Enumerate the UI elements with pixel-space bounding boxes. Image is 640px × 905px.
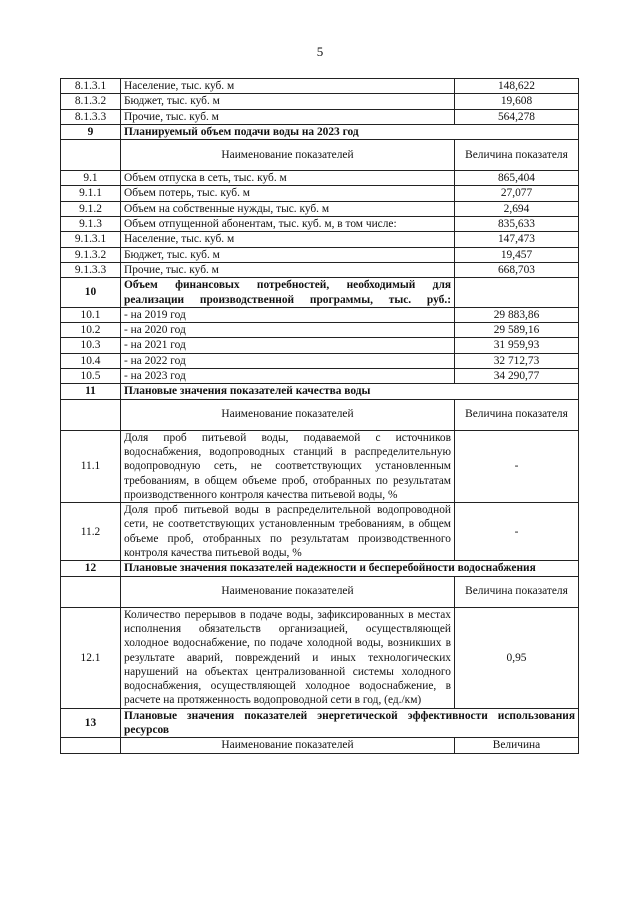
row-value: 34 290,77 [455, 369, 579, 384]
row-name: - на 2020 год [121, 323, 455, 338]
row-number: 8.1.3.3 [61, 109, 121, 124]
row-name: Бюджет, тыс. куб. м [121, 247, 455, 262]
row-value: 27,077 [455, 186, 579, 201]
page-number: 5 [316, 44, 324, 59]
section-number: 12 [61, 561, 121, 576]
row-number: 10.1 [61, 307, 121, 322]
table-row [61, 338, 579, 353]
table-row [61, 94, 579, 109]
section-number: 9 [61, 124, 121, 139]
section-title: Объем финансовых потребностей, необходимый для реализации производственной программы, тыс. руб.: [121, 278, 455, 308]
table-row [61, 247, 579, 262]
table-row [61, 79, 579, 94]
row-value: 865,404 [455, 171, 579, 186]
indicators-table [60, 78, 579, 754]
row-number: 9.1.3.2 [61, 247, 121, 262]
section-title: Планируемый объем подачи воды на 2023 год [121, 124, 579, 139]
table-row [61, 201, 579, 216]
row-number: 11.2 [61, 503, 121, 561]
row-value: 19,608 [455, 94, 579, 109]
table-row [61, 323, 579, 338]
section-13-heading-row [61, 708, 579, 738]
section-number: 13 [61, 708, 121, 738]
row-value: 0,95 [455, 607, 579, 708]
section-11-heading-row [61, 384, 579, 399]
section-title: Плановые значения показателей качества воды [121, 384, 579, 399]
row-value: 564,278 [455, 109, 579, 124]
section-title: Плановые значения показателей надежности и бесперебойности водоснабжения [121, 561, 579, 576]
row-name: - на 2019 год [121, 307, 455, 322]
column-header-value: Величина показателя [455, 576, 579, 607]
empty-cell [61, 140, 121, 171]
row-value: 668,703 [455, 262, 579, 277]
row-number: 10.3 [61, 338, 121, 353]
row-name: Население, тыс. куб. м [121, 79, 455, 94]
section-12-column-header [61, 576, 579, 607]
table-row [61, 607, 579, 708]
row-number: 10.4 [61, 353, 121, 368]
row-value: 147,473 [455, 232, 579, 247]
column-header-value: Величина показателя [455, 140, 579, 171]
row-value: 29 883,86 [455, 307, 579, 322]
section-12-heading-row [61, 561, 579, 576]
table-row [61, 171, 579, 186]
row-number: 8.1.3.1 [61, 79, 121, 94]
row-value: 29 589,16 [455, 323, 579, 338]
row-number: 11.1 [61, 430, 121, 502]
row-name: Бюджет, тыс. куб. м [121, 94, 455, 109]
row-value: 32 712,73 [455, 353, 579, 368]
column-header-value: Величина [455, 738, 579, 753]
row-value: 2,694 [455, 201, 579, 216]
row-name: Объем отпуска в сеть, тыс. куб. м [121, 171, 455, 186]
column-header-name: Наименование показателей [121, 738, 455, 753]
row-name: - на 2023 год [121, 369, 455, 384]
row-name: Объем на собственные нужды, тыс. куб. м [121, 201, 455, 216]
table-row [61, 186, 579, 201]
row-name: Прочие, тыс. куб. м [121, 262, 455, 277]
section-number: 10 [61, 278, 121, 308]
row-number: 9.1.1 [61, 186, 121, 201]
row-number: 10.5 [61, 369, 121, 384]
empty-cell [61, 399, 121, 430]
table-row [61, 353, 579, 368]
row-number: 12.1 [61, 607, 121, 708]
empty-cell [61, 576, 121, 607]
row-name: Население, тыс. куб. м [121, 232, 455, 247]
row-name: - на 2022 год [121, 353, 455, 368]
row-name: Объем отпущенной абонентам, тыс. куб. м, в том числе: [121, 217, 455, 232]
row-number: 9.1.3.3 [61, 262, 121, 277]
section-9-column-header [61, 140, 579, 171]
column-header-value: Величина показателя [455, 399, 579, 430]
row-value: 148,622 [455, 79, 579, 94]
table-row [61, 109, 579, 124]
section-number: 11 [61, 384, 121, 399]
empty-cell [455, 278, 579, 308]
table-row [61, 232, 579, 247]
section-11-column-header [61, 399, 579, 430]
row-number: 9.1.3 [61, 217, 121, 232]
row-number: 8.1.3.2 [61, 94, 121, 109]
row-name: Доля проб питьевой воды в распределительной водопроводной сети, не соответствующих установленным требованиям, в общем объеме проб, отобранных по результатам производственного контроля качества питьевой воды, % [121, 503, 455, 561]
row-number: 9.1 [61, 171, 121, 186]
row-value: - [455, 430, 579, 502]
table-row [61, 217, 579, 232]
table-row [61, 369, 579, 384]
section-title: Плановые значения показателей энергетической эффективности использования ресурсов [121, 708, 579, 738]
row-name: Доля проб питьевой воды, подаваемой с источников водоснабжения, водопроводных станций в распределительную водопроводную сеть, не соответствующих установленным требованиям, в общем объеме проб, отобранных по результатам производственного контроля качества питьевой воды, % [121, 430, 455, 502]
empty-cell [61, 738, 121, 753]
section-10-heading-row [61, 278, 579, 308]
row-name: Количество перерывов в подаче воды, зафиксированных в местах исполнения обязательств организацией, осуществляющей холодное водоснабжение, по подаче холодной воды, возникших в результате аварий, повреждений и иных технологических нарушений на объектах централизованной системы холодного водоснабжения, осуществляющей холодное водоснабжение, в расчете на протяженность водопроводной сети в год, (ед./км) [121, 607, 455, 708]
row-value: - [455, 503, 579, 561]
row-number: 10.2 [61, 323, 121, 338]
table-row [61, 262, 579, 277]
section-13-column-header [61, 738, 579, 753]
row-name: Объем потерь, тыс. куб. м [121, 186, 455, 201]
column-header-name: Наименование показателей [121, 399, 455, 430]
table-row [61, 430, 579, 502]
table-row [61, 307, 579, 322]
row-name: Прочие, тыс. куб. м [121, 109, 455, 124]
row-value: 835,633 [455, 217, 579, 232]
column-header-name: Наименование показателей [121, 576, 455, 607]
column-header-name: Наименование показателей [121, 140, 455, 171]
row-number: 9.1.2 [61, 201, 121, 216]
row-number: 9.1.3.1 [61, 232, 121, 247]
table-row [61, 503, 579, 561]
row-value: 31 959,93 [455, 338, 579, 353]
row-name: - на 2021 год [121, 338, 455, 353]
section-9-heading-row [61, 124, 579, 139]
row-value: 19,457 [455, 247, 579, 262]
